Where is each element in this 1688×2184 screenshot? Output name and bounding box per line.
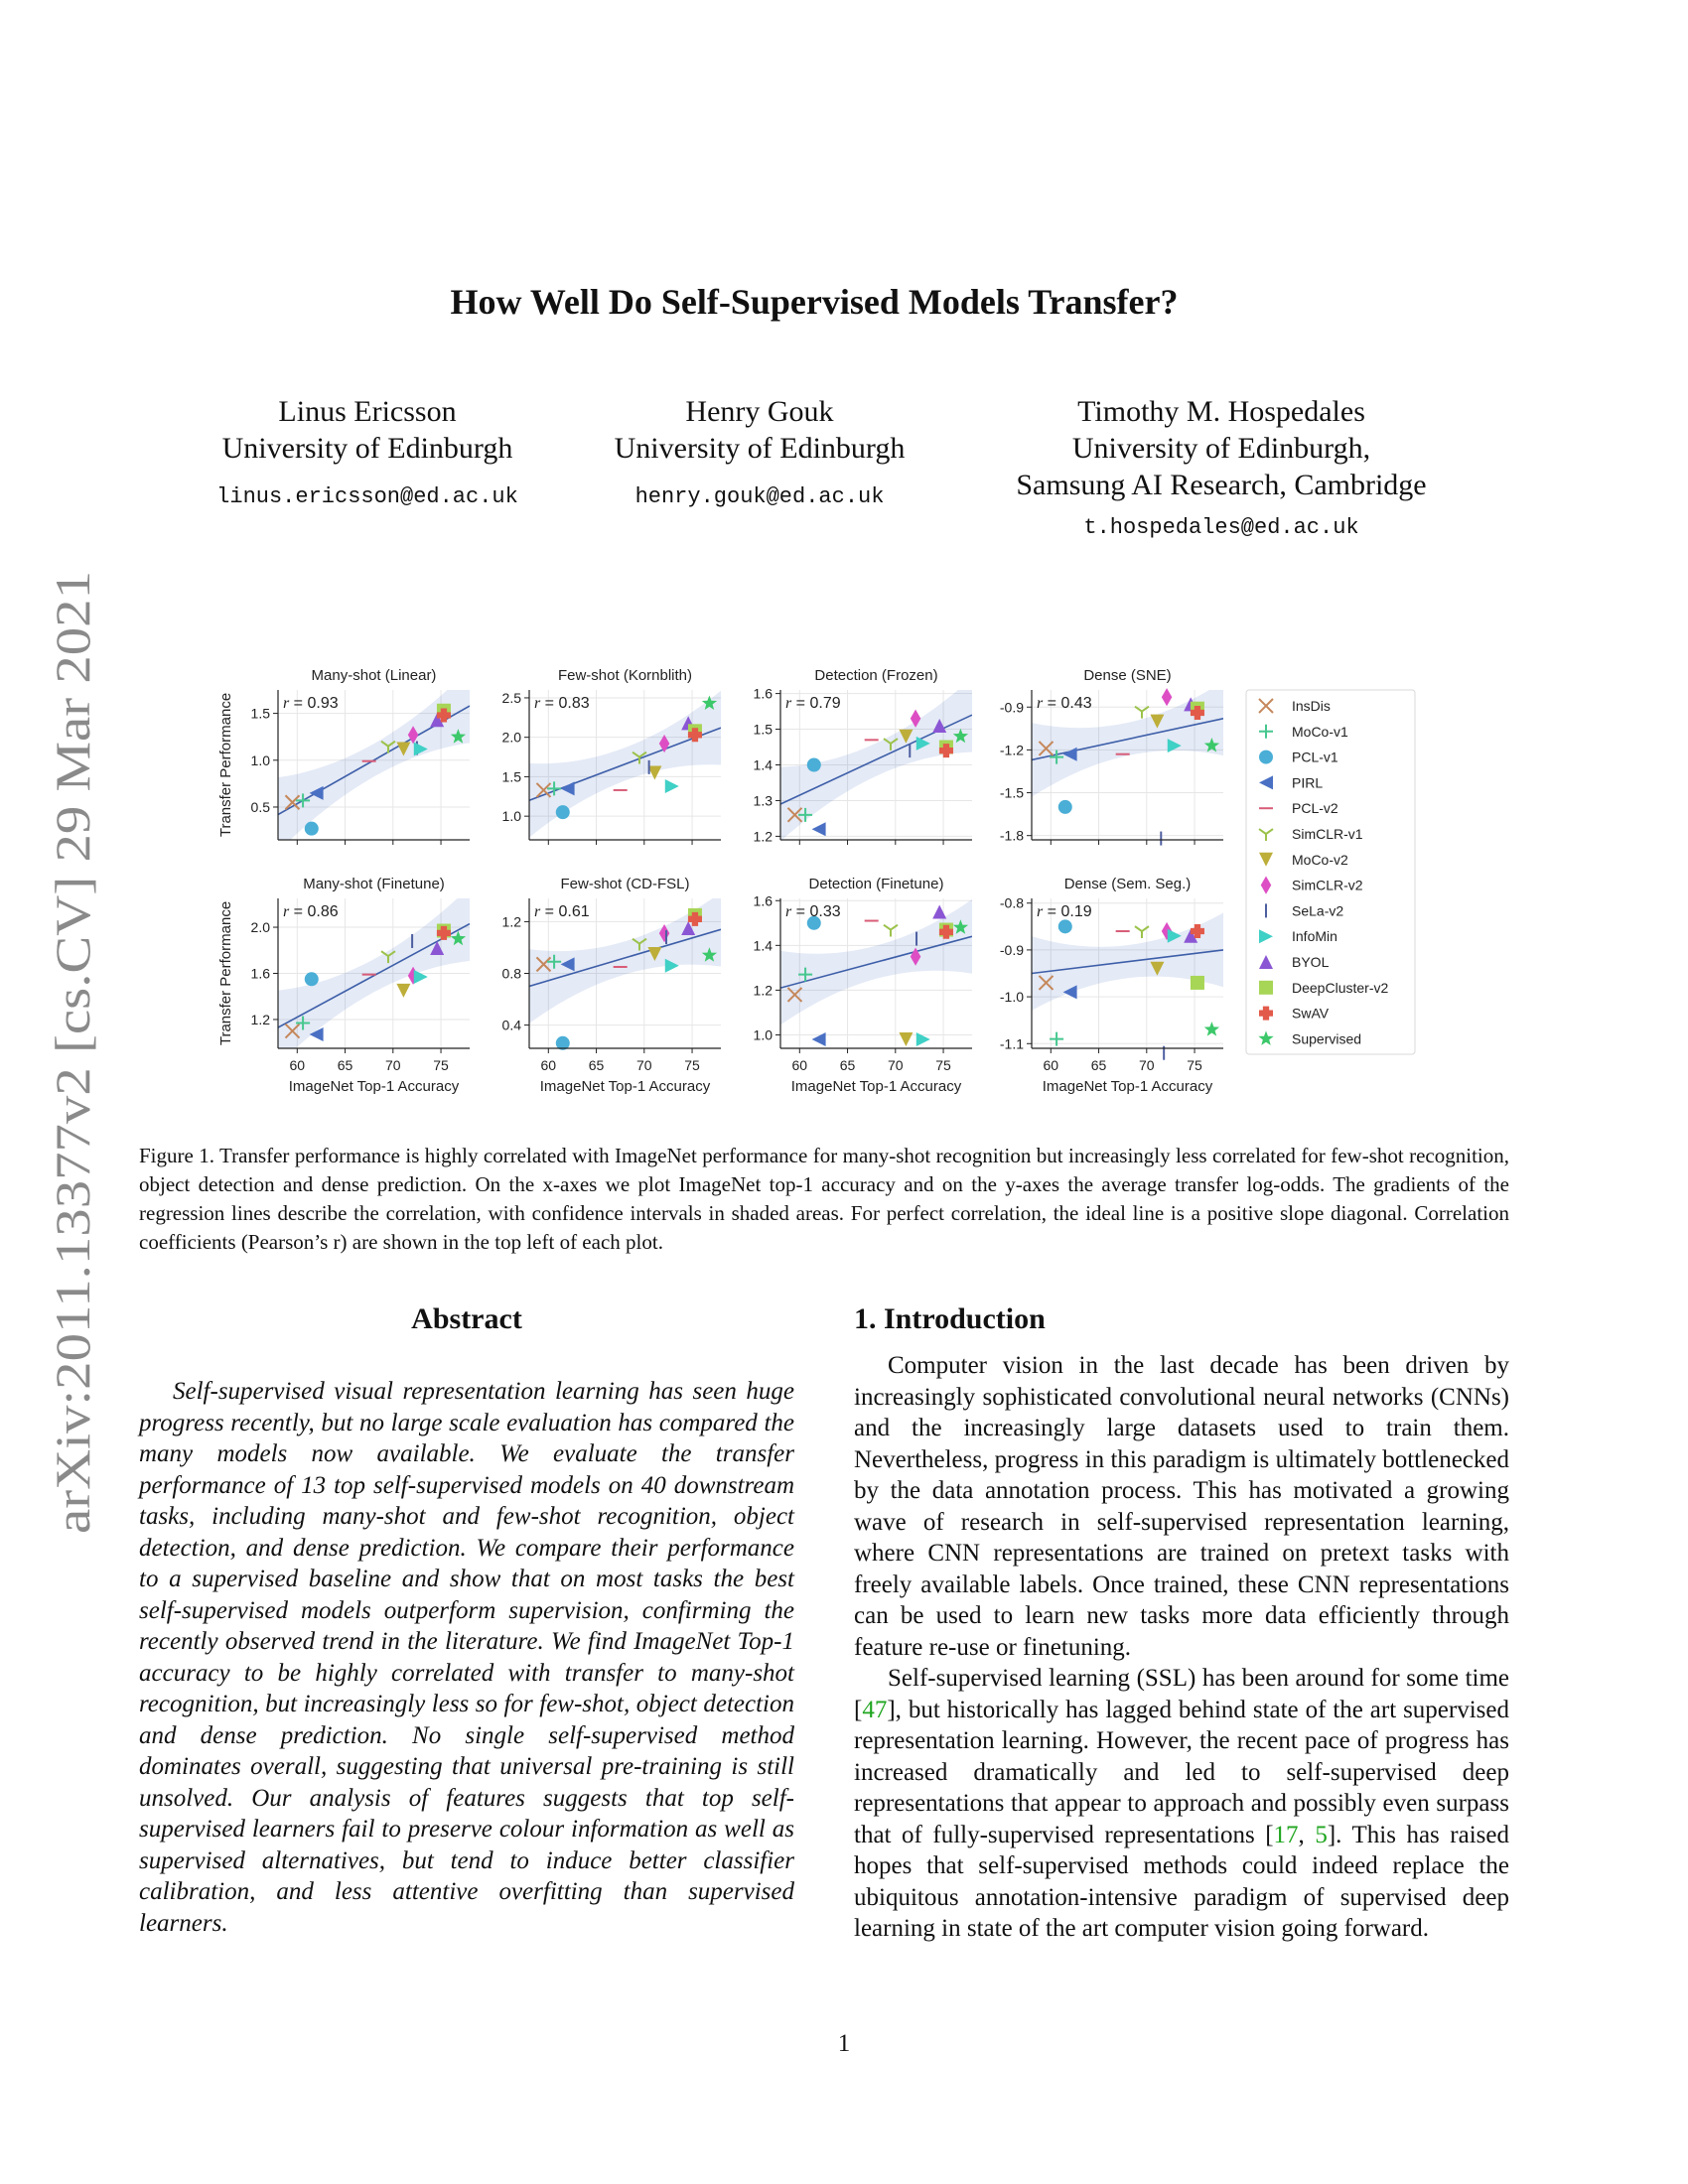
data-point	[1058, 919, 1072, 933]
panel-title: Few-shot (Kornblith)	[557, 667, 693, 684]
y-axis-label: Transfer Performance	[217, 692, 234, 838]
x-tick-label: 65	[1090, 1057, 1107, 1073]
y-tick-label: -1.2	[999, 742, 1024, 758]
data-point	[414, 970, 428, 984]
arxiv-identifier-svg	[30, 556, 109, 1549]
y-tick-label: -0.9	[999, 699, 1024, 716]
data-point	[899, 1032, 913, 1046]
y-tick-label: -1.5	[999, 784, 1024, 801]
correlation-value: = 0.33	[791, 903, 841, 920]
x-tick-label: 70	[888, 1057, 904, 1073]
chart-panel	[502, 876, 721, 1095]
x-axis-label: ImageNet Top-1 Accuracy	[288, 1078, 460, 1095]
correlation-value: = 0.19	[1043, 903, 1092, 920]
x-tick-label: 70	[636, 1057, 652, 1073]
y-tick-label: 1.5	[501, 768, 521, 785]
x-axis-label: ImageNet Top-1 Accuracy	[790, 1078, 962, 1095]
y-tick-label: 1.5	[753, 721, 773, 738]
y-tick-label: 1.0	[501, 808, 521, 825]
correlation-label	[1037, 695, 1092, 712]
legend-label: SwAV	[1292, 1005, 1330, 1022]
citation-link[interactable]: 5	[1315, 1821, 1328, 1848]
legend-label: SimCLR-v1	[1292, 826, 1363, 842]
intro-text: ,	[1298, 1821, 1316, 1848]
data-point	[305, 972, 319, 986]
correlation-symbol: r	[1037, 903, 1044, 920]
y-tick-label: 1.4	[753, 937, 773, 954]
y-tick-label: -0.8	[999, 894, 1024, 911]
chart-panel	[1000, 876, 1223, 1095]
y-tick-label: 1.3	[753, 792, 773, 809]
y-tick-label: 0.4	[501, 1017, 521, 1033]
author-email[interactable]: t.hospedales@ed.ac.uk	[1083, 515, 1359, 540]
legend-label: InfoMin	[1292, 928, 1337, 945]
legend-label: InsDis	[1292, 698, 1331, 714]
figure-1-chart	[209, 660, 1440, 1117]
panel-title: Detection (Frozen)	[814, 667, 938, 684]
data-point	[1204, 1022, 1219, 1036]
page-number: 1	[837, 2030, 851, 2057]
data-point	[807, 758, 821, 772]
chart-panel	[217, 876, 470, 1095]
y-tick-label: -1.8	[999, 827, 1024, 844]
correlation-symbol: r	[1037, 695, 1044, 712]
data-point	[396, 984, 410, 998]
correlation-value: = 0.43	[1043, 695, 1092, 712]
abstract-heading: Abstract	[411, 1302, 522, 1335]
author-block	[963, 393, 1479, 546]
x-tick-label: 65	[588, 1057, 605, 1073]
chart-panel	[754, 876, 972, 1095]
x-axis-label: ImageNet Top-1 Accuracy	[539, 1078, 711, 1095]
figure-1	[209, 660, 1440, 1117]
panel-title: Detection (Finetune)	[808, 876, 944, 892]
correlation-label	[534, 903, 590, 920]
y-tick-label: 1.6	[753, 892, 773, 909]
legend-marker	[1259, 981, 1273, 995]
panel-title: Many-shot (Finetune)	[303, 876, 445, 892]
author-block	[501, 393, 1018, 515]
y-tick-label: 1.2	[753, 828, 773, 845]
data-point	[1191, 976, 1204, 990]
correlation-value: = 0.86	[289, 903, 339, 920]
y-tick-label: -0.9	[999, 941, 1024, 958]
abstract-body: Self-supervised visual representation learning has seen huge progress recently, but no large scale evaluation has compared the many models now available. We evaluate the transfer performance of 13 top self-supervised models on 40 downstream tasks, including many-shot and few-shot recognition, object detection, and dense prediction. We compare their performance to a supervised baseline and show that on most tasks the best self-supervised models outperform supervision, confirming the recently observed trend in the literature. We find ImageNet Top-1 accuracy to be highly correlated with transfer to many-shot recognition, but increasingly less so for few-shot, object detection and dense prediction. No single self-supervised method dominates overall, suggesting that universal pre-training is still unsolved. Our analysis of features suggests that top self-supervised learners fail to preserve colour information as well as supervised alternatives, but tend to induce better classifier calibration, and less attentive overfitting than supervised learners.	[139, 1378, 794, 1937]
y-axis-label: Transfer Performance	[217, 900, 234, 1046]
correlation-label	[1037, 903, 1092, 920]
author-affiliation-2: Samsung AI Research, Cambridge	[1016, 469, 1427, 501]
author-name: Linus Ericsson	[278, 395, 457, 428]
x-tick-label: 65	[337, 1057, 353, 1073]
legend-label: MoCo-v1	[1292, 723, 1348, 740]
intro-text: ], but historically has lagged behind state of the art supervised representation learning. However, the recent pace of progress has increased dramatically and led to self-supervised deep representations that appear to approach and possibly even surpass that of fully-supervised representations [	[854, 1696, 1509, 1848]
arxiv-identifier-text: arXiv:2011.13377v2 [cs.CV] 29 Mar 2021	[45, 686, 100, 1534]
intro-paragraph: Computer vision in the last decade has been driven by increasingly sophisticated convolutional neural networks (CNNs) and the increasingly large datasets used to train them. Nevertheless, progress in this paradigm is ultimately bottlenecked by the data annotation process. This has motivated a growing wave of research in self-supervised representation learning, where CNN representations are trained on pretext tasks with freely available labels. Once trained, these CNN representations can be used to learn new tasks more data efficiently through feature re-use or finetuning.	[854, 1352, 1509, 1661]
legend-label: DeepCluster-v2	[1292, 979, 1389, 996]
author-name: Timothy M. Hospedales	[1077, 395, 1365, 428]
intro-paragraph	[854, 1663, 1509, 1945]
data-point	[556, 805, 570, 819]
correlation-label	[283, 903, 339, 920]
chart-panel	[754, 667, 972, 845]
data-point	[932, 905, 946, 919]
caption-label: Figure 1.	[139, 1144, 214, 1167]
author-affiliation: University of Edinburgh,	[1071, 432, 1371, 465]
x-axis-label: ImageNet Top-1 Accuracy	[1042, 1078, 1213, 1095]
author-affiliation: University of Edinburgh	[221, 432, 513, 465]
x-tick-label: 75	[935, 1057, 951, 1073]
arxiv-identifier	[30, 556, 109, 1549]
x-tick-label: 60	[1043, 1057, 1059, 1073]
legend-marker	[1259, 751, 1273, 764]
legend-label: PIRL	[1292, 774, 1324, 791]
data-point	[1058, 800, 1072, 814]
correlation-label	[534, 695, 590, 712]
correlation-value: = 0.83	[540, 695, 590, 712]
panel-title: Dense (Sem. Seg.)	[1063, 876, 1192, 892]
correlation-symbol: r	[534, 695, 541, 712]
introduction-body	[854, 1350, 1509, 1945]
citation-link[interactable]: 17	[1273, 1821, 1299, 1848]
x-tick-label: 70	[1139, 1057, 1155, 1073]
chart-panel	[217, 667, 470, 852]
y-tick-label: 1.0	[250, 751, 270, 768]
y-tick-label: 1.2	[250, 1011, 270, 1027]
legend-label: PCL-v1	[1292, 749, 1338, 765]
caption-text: Transfer performance is highly correlated with ImageNet performance for many-shot recognition but increasingly less correlated for few-shot recognition, object detection and dense prediction. On the x-axes we plot ImageNet top-1 accuracy and on the y-axes the average transfer log-odds. The gradients of the regression lines describe the correlation, with confidence intervals in shaded areas. For perfect correlation, the ideal line is a positive slope diagonal. Correlation coefficients (Pearson’s r) are shown in the top left of each plot.	[139, 1144, 1510, 1254]
y-tick-label: 2.0	[501, 729, 521, 746]
x-tick-label: 60	[791, 1057, 808, 1073]
data-point	[665, 779, 679, 793]
y-tick-label: 2.0	[250, 919, 270, 936]
correlation-symbol: r	[785, 695, 792, 712]
chart-legend	[1246, 690, 1415, 1054]
legend-label: PCL-v2	[1292, 800, 1338, 817]
x-tick-label: 70	[385, 1057, 401, 1073]
correlation-value: = 0.61	[540, 903, 590, 920]
y-tick-label: 1.2	[501, 913, 521, 930]
y-tick-label: 1.6	[753, 685, 773, 702]
panel-title: Many-shot (Linear)	[311, 667, 437, 684]
y-tick-label: 1.4	[753, 756, 773, 773]
panel-title: Few-shot (CD-FSL)	[560, 876, 690, 892]
author-email[interactable]: linus.ericsson@ed.ac.uk	[216, 484, 518, 509]
legend-label: MoCo-v2	[1292, 851, 1348, 868]
chart-panel	[502, 667, 721, 845]
legend-label: SimCLR-v2	[1292, 877, 1363, 893]
legend-label: BYOL	[1292, 954, 1330, 970]
citation-link[interactable]: 47	[862, 1696, 888, 1723]
data-point	[812, 822, 826, 836]
intro-text: Self-supervised learning (SSL) has been around for some time [	[854, 1665, 1509, 1723]
legend-label: Supervised	[1292, 1030, 1362, 1047]
correlation-symbol: r	[283, 695, 290, 712]
y-tick-label: -1.1	[999, 1035, 1024, 1052]
y-tick-label: 1.0	[753, 1026, 773, 1043]
data-point	[305, 822, 319, 836]
correlation-symbol: r	[283, 903, 290, 920]
chart-panel	[1000, 667, 1223, 846]
author-name: Henry Gouk	[685, 395, 834, 428]
legend-box	[1246, 690, 1415, 1054]
intro-text: ]. This has raised hopes that self-supervised methods could indeed replace the ubiquitous annotation-intensive paradigm of supervised deep learning in state of the art computer vision going forward.	[854, 1821, 1509, 1942]
x-tick-label: 75	[1187, 1057, 1202, 1073]
legend-label: SeLa-v2	[1292, 902, 1344, 919]
x-tick-label: 75	[684, 1057, 700, 1073]
correlation-label	[785, 903, 841, 920]
x-tick-label: 60	[289, 1057, 306, 1073]
y-tick-label: 1.5	[250, 705, 270, 722]
y-tick-label: 2.5	[501, 689, 521, 706]
figure-caption	[139, 1142, 1509, 1257]
x-tick-label: 65	[839, 1057, 856, 1073]
panel-title: Dense (SNE)	[1083, 667, 1172, 684]
y-tick-label: -1.0	[999, 989, 1024, 1006]
x-tick-label: 75	[433, 1057, 449, 1073]
author-affiliation: University of Edinburgh	[614, 432, 906, 465]
y-tick-label: 1.6	[250, 965, 270, 982]
correlation-label	[283, 695, 339, 712]
author-email[interactable]: henry.gouk@ed.ac.uk	[634, 484, 885, 509]
correlation-value: = 0.93	[289, 695, 339, 712]
data-point	[1162, 688, 1173, 706]
y-tick-label: 0.5	[250, 798, 270, 815]
y-tick-label: 0.8	[501, 965, 521, 982]
correlation-label	[785, 695, 841, 712]
correlation-value: = 0.79	[791, 695, 841, 712]
y-tick-label: 1.2	[753, 982, 773, 999]
correlation-symbol: r	[785, 903, 792, 920]
paper-title: How Well Do Self-Supervised Models Transfer?	[450, 282, 1179, 322]
x-tick-label: 60	[540, 1057, 557, 1073]
correlation-symbol: r	[534, 903, 541, 920]
introduction-heading: 1. Introduction	[854, 1302, 1046, 1335]
